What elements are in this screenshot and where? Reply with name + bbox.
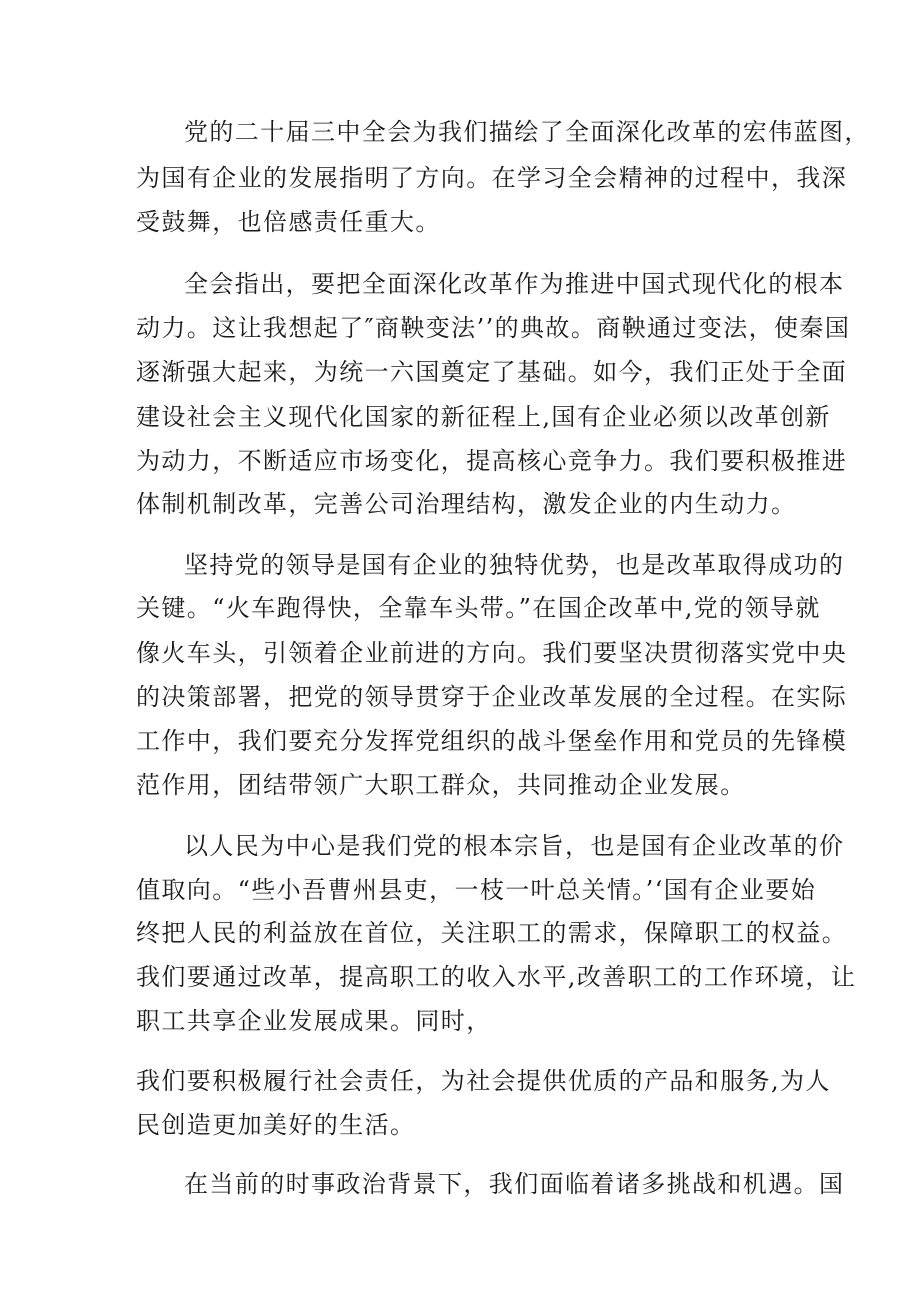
text-line: 动力。这让我想起了″商鞅变法’’的典故。商鞅通过变法，使秦国 <box>136 314 851 342</box>
text-line: 党的二十届三中全会为我们描绘了全面深化改革的宏伟蓝图， <box>184 118 870 146</box>
text-line: 民创造更加美好的生活。 <box>136 1111 416 1139</box>
text-line: 我们要积极履行社会责任，为社会提供优质的产品和服务,为人 <box>136 1067 831 1095</box>
text-line: 体制机制改革，完善公司治理结构，激发企业的内生动力。 <box>136 490 797 518</box>
text-line: 以人民为中心是我们党的根本宗旨，也是国有企业改革的价 <box>184 832 845 860</box>
text-line: 受鼓舞，也倍感责任重大。 <box>136 208 441 236</box>
text-line: 为动力，不断适应市场变化，提高核心竞争力。我们要积极推进 <box>136 447 848 475</box>
text-line: 建设社会主义现代化国家的新征程上,国有企业必须以改革创新 <box>136 403 831 431</box>
text-line: 范作用，团结带领广大职工群众，共同推动企业发展。 <box>136 771 746 799</box>
text-line: 逐渐强大起来，为统一六国奠定了基础。如今，我们正处于全面 <box>136 358 848 386</box>
text-line: 全会指出，要把全面深化改革作为推进中国式现代化的根本 <box>184 270 845 298</box>
text-line: 在当前的时事政治背景下，我们面临着诸多挑战和机遇。国 <box>184 1170 845 1198</box>
text-line: 职工共享企业发展成果。同时， <box>136 1007 492 1035</box>
text-line: 工作中，我们要充分发挥党组织的战斗堡垒作用和党员的先锋模 <box>136 727 848 755</box>
text-line: 像火车头，引领着企业前进的方向。我们要坚决贯彻落实党中央 <box>136 639 848 667</box>
text-line: 为国有企业的发展指明了方向。在学习全会精神的过程中，我深 <box>136 164 848 192</box>
text-line: 值取向。“些小吾曹州县吏，一枝一叶总关情。’‘国有企业要始 <box>136 876 817 904</box>
text-line: 坚持党的领导是国有企业的独特优势，也是改革取得成功的 <box>184 551 845 579</box>
text-line: 的决策部署，把党的领导贯穿于企业改革发展的全过程。在实际 <box>136 683 848 711</box>
text-line: 关键。“火车跑得快，全靠车头带。”在国企改革中,党的领导就 <box>136 594 821 622</box>
text-line: 我们要通过改革，提高职工的收入水平,改善职工的工作环境，让 <box>136 963 857 991</box>
text-line: 终把人民的利益放在首位，关注职工的需求，保障职工的权益。 <box>136 919 848 947</box>
